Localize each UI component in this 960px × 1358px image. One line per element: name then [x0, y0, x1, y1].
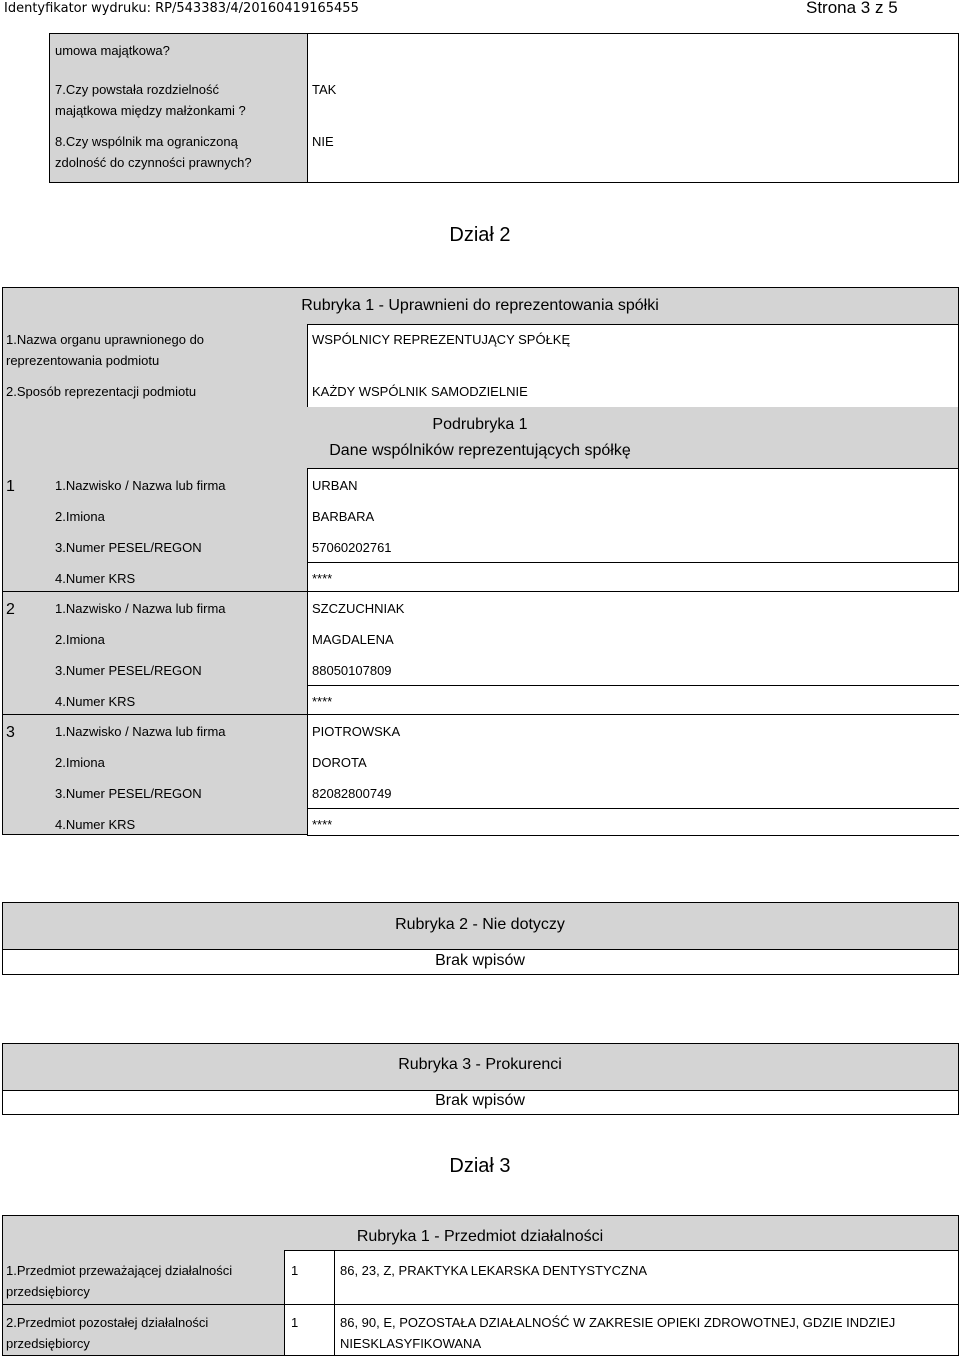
partner-label: 2.Imiona [55, 755, 105, 770]
print-identifier: Identyfikator wydruku: RP/543383/4/20160419165455 [4, 1, 359, 16]
partner-separator [2, 591, 959, 592]
activity-label: 1.Przedmiot przeważającej działalności [6, 1263, 233, 1278]
partner-label: 1.Nazwisko / Nazwa lub firma [55, 601, 226, 616]
field-label: majątkowa między małżonkami ? [55, 103, 246, 118]
partner-value: **** [312, 694, 333, 709]
partner-label: 2.Imiona [55, 632, 105, 647]
activity-label: przedsiębiorcy [6, 1284, 90, 1299]
field-label: reprezentowania podmiotu [6, 353, 160, 368]
partner-number: 1 [6, 478, 15, 495]
field-value: TAK [312, 82, 337, 97]
partner-label: 2.Imiona [55, 509, 105, 524]
partner-krs-cell [307, 808, 959, 836]
partner-value: **** [312, 817, 333, 832]
activity-label: przedsiębiorcy [6, 1336, 90, 1351]
rubryka3-title: Rubryka 3 - Prokurenci [398, 1056, 562, 1073]
partner-number: 2 [6, 601, 15, 618]
field-label: 7.Czy powstała rozdzielność [55, 82, 220, 97]
partner-value: URBAN [312, 478, 358, 493]
field-value: NIE [312, 134, 334, 149]
partner-label: 4.Numer KRS [55, 694, 136, 709]
partner-value: SZCZUCHNIAK [312, 601, 405, 616]
partner-label: 1.Nazwisko / Nazwa lub firma [55, 478, 226, 493]
activity-label: 2.Przedmiot pozostałej działalności [6, 1315, 209, 1330]
rubryka2-note: Brak wpisów [435, 952, 525, 969]
field-label: 1.Nazwa organu uprawnionego do [6, 332, 205, 347]
dzial3-rubryka-title: Rubryka 1 - Przedmiot działalności [356, 1228, 604, 1245]
partner-krs-cell [307, 685, 959, 715]
partner-value: 82082800749 [312, 786, 392, 801]
partner-label: 4.Numer KRS [55, 817, 136, 832]
partner-value: **** [312, 571, 333, 586]
podrubryka-title: Podrubryka 1 [432, 416, 528, 433]
partner-value: PIOTROWSKA [312, 724, 401, 739]
partner-label: 4.Numer KRS [55, 571, 136, 586]
top-table-value-column [307, 33, 959, 183]
partner-number: 3 [6, 724, 15, 741]
rubryka-title: Rubryka 1 - Uprawnieni do reprezentowania spółki [301, 297, 659, 314]
activity-number: 1 [291, 1263, 299, 1278]
partner-label: 3.Numer PESEL/REGON [55, 663, 202, 678]
rubryka3-note: Brak wpisów [435, 1092, 525, 1109]
activity-value: NIESKLASYFIKOWANA [340, 1336, 482, 1351]
activity-value: 86, 90, E, POZOSTAŁA DZIAŁALNOŚĆ W ZAKRESIE OPIEKI ZDROWOTNEJ, GDZIE INDZIEJ [340, 1315, 896, 1330]
partner-value: 57060202761 [312, 540, 392, 555]
partner-value: MAGDALENA [312, 632, 394, 647]
field-value: WSPÓLNICY REPREZENTUJĄCY SPÓŁKĘ [312, 332, 571, 347]
page-number: Strona 3 z 5 [806, 0, 898, 17]
field-label: 8.Czy wspólnik ma ograniczoną [55, 134, 238, 149]
podrubryka-subtitle: Dane wspólników reprezentujących spółkę [329, 442, 631, 459]
partner-label: 3.Numer PESEL/REGON [55, 540, 202, 555]
field-label: 2.Sposób reprezentacji podmiotu [6, 384, 197, 399]
partner-separator [2, 714, 959, 715]
field-label: umowa majątkowa? [55, 43, 170, 58]
partner-krs-cell [307, 562, 959, 592]
partner-label: 3.Numer PESEL/REGON [55, 786, 202, 801]
rubryka2-title: Rubryka 2 - Nie dotyczy [395, 916, 565, 933]
activity-row-separator [2, 1304, 959, 1305]
partner-number-column [2, 468, 50, 835]
partner-value: 88050107809 [312, 663, 392, 678]
partner-label: 1.Nazwisko / Nazwa lub firma [55, 724, 226, 739]
field-value: KAŻDY WSPÓLNIK SAMODZIELNIE [312, 384, 528, 399]
partner-value: DOROTA [312, 755, 367, 770]
section-title: Dział 3 [449, 1155, 511, 1177]
field-label: zdolność do czynności prawnych? [55, 155, 252, 170]
section-title: Dział 2 [449, 224, 511, 246]
activity-value: 86, 23, Z, PRAKTYKA LEKARSKA DENTYSTYCZNA [340, 1263, 648, 1278]
activity-number: 1 [291, 1315, 299, 1330]
partner-value: BARBARA [312, 509, 375, 524]
